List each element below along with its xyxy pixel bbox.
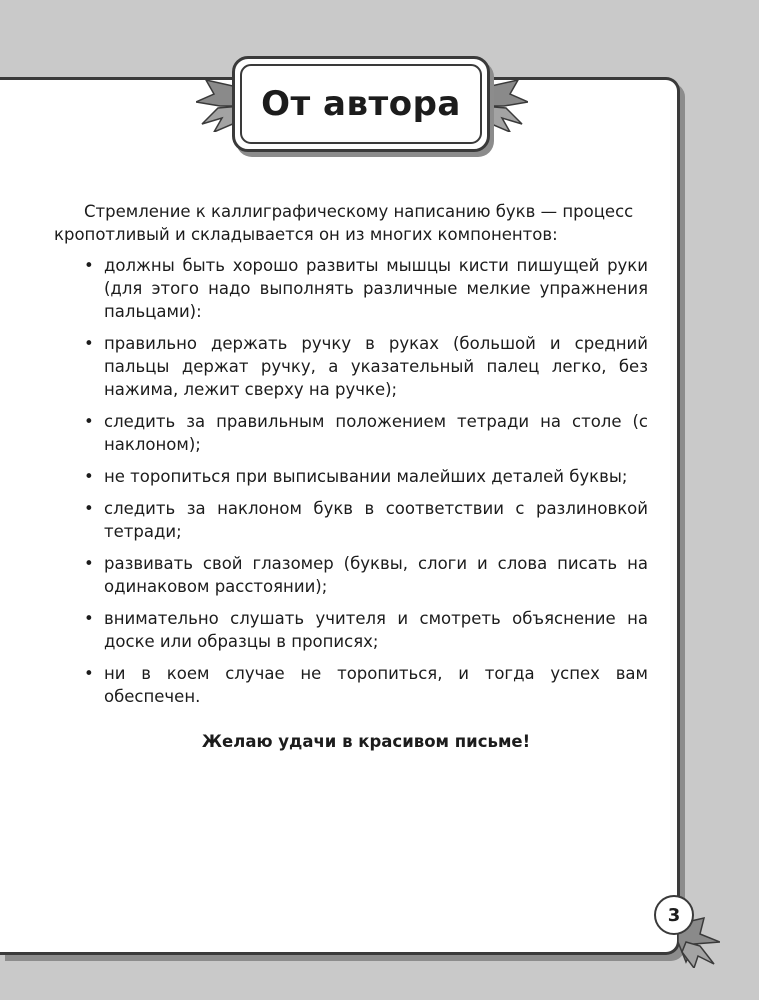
list-item bbox=[84, 497, 648, 543]
list-item bbox=[84, 254, 648, 323]
tip-text: следить за наклоном букв в соответствии с разлиновкой тетради; bbox=[104, 499, 648, 541]
tip-text: должны быть хорошо развиты мышцы кисти пишущей руки (для этого надо выполнять различные мелкие упражнения пальцами): bbox=[104, 256, 648, 321]
bullet-icon: • bbox=[84, 664, 94, 683]
intro-paragraph bbox=[54, 200, 648, 246]
bullet-icon: • bbox=[84, 467, 94, 486]
tip-text: ни в коем случае не торопиться, и тогда успех вам обеспечен. bbox=[104, 664, 648, 706]
title-frame bbox=[232, 56, 490, 152]
bullet-icon: • bbox=[84, 334, 94, 353]
intro-line-2: кропотливый и складывается он из многих компонентов: bbox=[54, 225, 558, 244]
title-inner-frame bbox=[240, 64, 482, 144]
list-item bbox=[84, 332, 648, 401]
bullet-icon: • bbox=[84, 412, 94, 431]
bullet-icon: • bbox=[84, 256, 94, 275]
list-item bbox=[84, 662, 648, 708]
tips-list bbox=[84, 254, 648, 708]
page-number: 3 bbox=[654, 895, 694, 935]
tip-text: развивать свой глазомер (буквы, слоги и слова писать на одинаковом расстоянии); bbox=[104, 554, 648, 596]
list-item bbox=[84, 607, 648, 653]
list-item bbox=[84, 410, 648, 456]
bullet-icon: • bbox=[84, 554, 94, 573]
closing-wish: Желаю удачи в красивом письме! bbox=[201, 732, 531, 751]
list-item bbox=[84, 552, 648, 598]
tip-text: следить за правильным положением тетради на столе (с наклоном); bbox=[104, 412, 648, 454]
tip-text: внимательно слушать учителя и смотреть объяснение на доске или образцы в прописях; bbox=[104, 609, 648, 651]
list-item bbox=[84, 465, 648, 488]
intro-line-1: Стремление к каллиграфическому написанию букв — процесс bbox=[84, 202, 634, 221]
page-title: От автора bbox=[261, 84, 461, 124]
tip-text: правильно держать ручку в руках (большой и средний пальцы держат ручку, а указательный палец легко, без нажима, лежит сверху на ручке); bbox=[104, 334, 648, 399]
page-number-badge bbox=[654, 895, 694, 935]
bullet-icon: • bbox=[84, 499, 94, 518]
main-content bbox=[54, 200, 648, 753]
bullet-icon: • bbox=[84, 609, 94, 628]
tip-text: не торопиться при выписывании малейших деталей буквы; bbox=[104, 467, 628, 486]
